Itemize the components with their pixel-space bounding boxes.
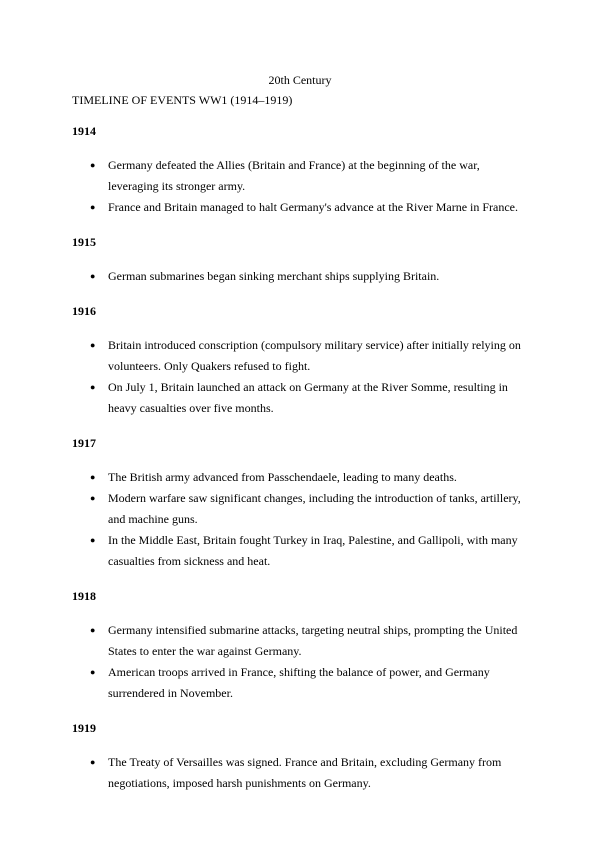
event-text: German submarines began sinking merchant ships supplying Britain. bbox=[108, 269, 440, 283]
bullet-icon: ● bbox=[90, 382, 96, 392]
year-heading: 1919 bbox=[72, 721, 96, 735]
year-section-1917 bbox=[72, 435, 528, 572]
year-heading: 1914 bbox=[72, 124, 96, 138]
year-section-1916 bbox=[72, 303, 528, 419]
bullet-icon: ● bbox=[90, 667, 96, 677]
document-title: 20th Century bbox=[268, 73, 332, 87]
bullet-icon: ● bbox=[90, 535, 96, 545]
bullet-icon: ● bbox=[90, 340, 96, 350]
event-text: Modern warfare saw significant changes, including the introduction of tanks, artillery, and machine guns. bbox=[108, 491, 521, 526]
event-text: On July 1, Britain launched an attack on Germany at the River Somme, resulting in heavy casualties over five months. bbox=[108, 380, 508, 415]
list-item bbox=[72, 197, 528, 218]
event-list bbox=[72, 620, 528, 704]
year-heading: 1918 bbox=[72, 589, 96, 603]
list-item bbox=[72, 752, 528, 794]
bullet-icon: ● bbox=[90, 757, 96, 767]
list-item bbox=[72, 488, 528, 530]
bullet-icon: ● bbox=[90, 472, 96, 482]
event-list bbox=[72, 335, 528, 419]
event-list bbox=[72, 467, 528, 572]
list-item bbox=[72, 377, 528, 419]
bullet-icon: ● bbox=[90, 625, 96, 635]
list-item bbox=[72, 530, 528, 572]
bullet-icon: ● bbox=[90, 160, 96, 170]
event-list bbox=[72, 752, 528, 794]
year-section-1919 bbox=[72, 720, 528, 794]
event-text: France and Britain managed to halt Germany's advance at the River Marne in France. bbox=[108, 200, 519, 214]
event-text: American troops arrived in France, shifting the balance of power, and Germany surrendered in November. bbox=[108, 665, 490, 700]
event-text: Germany intensified submarine attacks, targeting neutral ships, prompting the United States to enter the war against Germany. bbox=[108, 623, 518, 658]
year-heading: 1916 bbox=[72, 304, 96, 318]
event-text: In the Middle East, Britain fought Turkey in Iraq, Palestine, and Gallipoli, with many casualties from sickness and heat. bbox=[108, 533, 518, 568]
list-item bbox=[72, 662, 528, 704]
year-section-1915 bbox=[72, 234, 528, 287]
list-item bbox=[72, 335, 528, 377]
event-list bbox=[72, 155, 528, 218]
bullet-icon: ● bbox=[90, 493, 96, 503]
event-text: Germany defeated the Allies (Britain and France) at the beginning of the war, leveraging its stronger army. bbox=[108, 158, 480, 193]
year-section-1914 bbox=[72, 123, 528, 218]
year-heading: 1917 bbox=[72, 436, 96, 450]
event-list bbox=[72, 266, 528, 287]
event-text: The British army advanced from Passchendaele, leading to many deaths. bbox=[108, 470, 457, 484]
year-section-1918 bbox=[72, 588, 528, 704]
event-text: The Treaty of Versailles was signed. France and Britain, excluding Germany from negotiations, imposed harsh punishments on Germany. bbox=[108, 755, 502, 790]
bullet-icon: ● bbox=[90, 271, 96, 281]
list-item bbox=[72, 467, 528, 488]
list-item bbox=[72, 155, 528, 197]
document-subtitle: TIMELINE OF EVENTS WW1 (1914–1919) bbox=[72, 93, 293, 107]
list-item bbox=[72, 266, 528, 287]
bullet-icon: ● bbox=[90, 202, 96, 212]
event-text: Britain introduced conscription (compulsory military service) after initially relying on volunteers. Only Quakers refused to fight. bbox=[108, 338, 521, 373]
timeline-sections bbox=[72, 123, 528, 794]
list-item bbox=[72, 620, 528, 662]
year-heading: 1915 bbox=[72, 235, 96, 249]
